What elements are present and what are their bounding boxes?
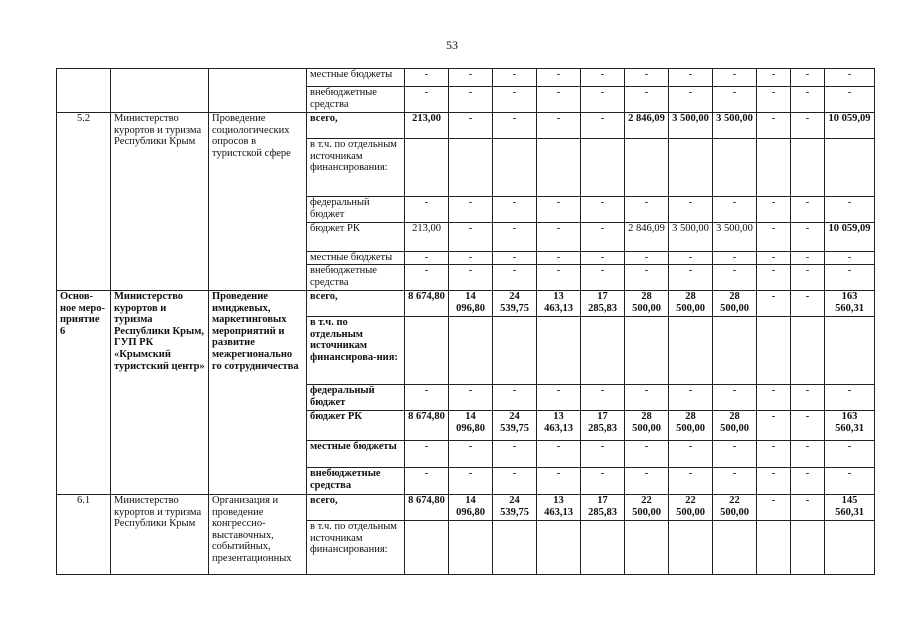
table-row <box>57 113 875 139</box>
value-cell: - <box>493 223 537 252</box>
value-cell <box>537 317 581 385</box>
value-cell: 14 096,80 <box>449 411 493 441</box>
value-cell <box>449 317 493 385</box>
activity-cell: Проведение социологических опросов в туристской сфере <box>209 113 307 291</box>
total-cell: - <box>825 468 875 495</box>
source-label: местные бюджеты <box>307 441 405 468</box>
value-cell: - <box>757 69 791 87</box>
value-cell: 3 500,00 <box>713 223 757 252</box>
value-cell: - <box>757 252 791 265</box>
value-cell: - <box>493 441 537 468</box>
source-label: всего, <box>307 113 405 139</box>
value-cell: 28 500,00 <box>713 291 757 317</box>
total-cell: - <box>825 441 875 468</box>
value-cell: - <box>713 69 757 87</box>
value-cell: - <box>537 223 581 252</box>
value-cell: - <box>791 197 825 223</box>
value-cell: - <box>405 441 449 468</box>
value-cell <box>625 521 669 575</box>
executor-cell: Министерство курортов и туризма Республики Крым, ГУП РК «Крымский туристский центр» <box>111 291 209 495</box>
value-cell: 24 539,75 <box>493 291 537 317</box>
value-cell: 8 674,80 <box>405 291 449 317</box>
value-cell: 8 674,80 <box>405 495 449 521</box>
value-cell: 2 846,09 <box>625 113 669 139</box>
value-cell: - <box>449 223 493 252</box>
source-label: местные бюджеты <box>307 252 405 265</box>
value-cell: - <box>537 265 581 291</box>
value-cell: - <box>625 69 669 87</box>
source-label: внебюджетные средства <box>307 87 405 113</box>
value-cell: - <box>405 87 449 113</box>
value-cell <box>791 317 825 385</box>
row-number-cell: 6.1 <box>57 495 111 575</box>
table-row <box>57 69 875 87</box>
activity-cell <box>209 69 307 113</box>
value-cell: - <box>669 69 713 87</box>
row-number-cell: 5.2 <box>57 113 111 291</box>
value-cell: 28 500,00 <box>625 291 669 317</box>
value-cell: - <box>581 113 625 139</box>
value-cell: - <box>713 441 757 468</box>
value-cell <box>493 317 537 385</box>
value-cell: - <box>713 197 757 223</box>
value-cell: - <box>493 113 537 139</box>
value-cell: - <box>625 441 669 468</box>
value-cell <box>669 139 713 197</box>
value-cell: - <box>581 197 625 223</box>
value-cell: 28 500,00 <box>625 411 669 441</box>
value-cell: - <box>757 385 791 411</box>
row-number-cell: Основ-ное меро-приятие 6 <box>57 291 111 495</box>
value-cell <box>581 521 625 575</box>
value-cell <box>669 521 713 575</box>
value-cell: - <box>493 69 537 87</box>
total-cell: - <box>825 87 875 113</box>
activity-cell: Организация и проведение конгрессно-выставочных, событийных, презентационных <box>209 495 307 575</box>
value-cell: - <box>757 441 791 468</box>
value-cell: - <box>537 252 581 265</box>
value-cell <box>713 521 757 575</box>
value-cell: - <box>791 291 825 317</box>
value-cell: - <box>669 265 713 291</box>
value-cell: - <box>757 87 791 113</box>
table-row <box>57 291 875 317</box>
value-cell: - <box>449 441 493 468</box>
value-cell: - <box>757 291 791 317</box>
value-cell: - <box>791 411 825 441</box>
value-cell: - <box>625 385 669 411</box>
value-cell: - <box>449 468 493 495</box>
value-cell <box>757 521 791 575</box>
value-cell: - <box>669 441 713 468</box>
table-row <box>57 495 875 521</box>
value-cell: - <box>405 69 449 87</box>
value-cell: - <box>581 441 625 468</box>
value-cell: - <box>791 468 825 495</box>
value-cell: - <box>791 495 825 521</box>
value-cell: - <box>581 223 625 252</box>
value-cell: - <box>791 223 825 252</box>
value-cell: 8 674,80 <box>405 411 449 441</box>
value-cell: - <box>537 87 581 113</box>
value-cell: - <box>713 87 757 113</box>
source-label: внебюджетные средства <box>307 468 405 495</box>
value-cell <box>669 317 713 385</box>
value-cell <box>449 521 493 575</box>
value-cell: - <box>449 113 493 139</box>
value-cell: 13 463,13 <box>537 291 581 317</box>
source-label: в т.ч. по отдельным источникам финансирования: <box>307 521 405 575</box>
value-cell: - <box>625 265 669 291</box>
value-cell: - <box>493 252 537 265</box>
value-cell: 22 500,00 <box>625 495 669 521</box>
value-cell: - <box>757 468 791 495</box>
source-label: всего, <box>307 291 405 317</box>
executor-cell <box>111 69 209 113</box>
value-cell: - <box>713 265 757 291</box>
value-cell: - <box>757 411 791 441</box>
value-cell: - <box>791 87 825 113</box>
value-cell: - <box>791 265 825 291</box>
value-cell: 28 500,00 <box>713 411 757 441</box>
value-cell: 14 096,80 <box>449 495 493 521</box>
value-cell <box>757 317 791 385</box>
budget-table <box>56 68 875 575</box>
total-cell <box>825 139 875 197</box>
value-cell <box>581 139 625 197</box>
value-cell: 22 500,00 <box>669 495 713 521</box>
source-label: в т.ч. по отдельным источникам финансирова-ния: <box>307 317 405 385</box>
value-cell: - <box>757 265 791 291</box>
value-cell: - <box>713 468 757 495</box>
total-cell: - <box>825 252 875 265</box>
value-cell <box>757 139 791 197</box>
value-cell: - <box>449 197 493 223</box>
value-cell <box>405 317 449 385</box>
source-label: местные бюджеты <box>307 69 405 87</box>
value-cell <box>791 139 825 197</box>
source-label: в т.ч. по отдельным источникам финансирования: <box>307 139 405 197</box>
executor-cell: Министерство курортов и туризма Республики Крым <box>111 495 209 575</box>
value-cell: 28 500,00 <box>669 411 713 441</box>
value-cell <box>493 139 537 197</box>
value-cell <box>537 521 581 575</box>
source-label: всего, <box>307 495 405 521</box>
value-cell: 3 500,00 <box>713 113 757 139</box>
value-cell: - <box>669 385 713 411</box>
value-cell: - <box>669 468 713 495</box>
value-cell: - <box>625 252 669 265</box>
value-cell: 213,00 <box>405 223 449 252</box>
value-cell: - <box>537 69 581 87</box>
activity-cell: Проведение имиджевых, маркетинговых мероприятий и развитие межрегионально го сотрудничества <box>209 291 307 495</box>
total-cell: - <box>825 69 875 87</box>
value-cell: - <box>791 385 825 411</box>
value-cell: - <box>669 87 713 113</box>
value-cell: 13 463,13 <box>537 411 581 441</box>
source-label: бюджет РК <box>307 223 405 252</box>
value-cell: 3 500,00 <box>669 113 713 139</box>
value-cell: 24 539,75 <box>493 495 537 521</box>
value-cell <box>625 139 669 197</box>
value-cell: - <box>669 252 713 265</box>
value-cell: - <box>757 113 791 139</box>
value-cell: 17 285,83 <box>581 291 625 317</box>
value-cell: 22 500,00 <box>713 495 757 521</box>
source-label: бюджет РК <box>307 411 405 441</box>
total-cell: - <box>825 197 875 223</box>
source-label: внебюджетные средства <box>307 265 405 291</box>
value-cell: 28 500,00 <box>669 291 713 317</box>
value-cell <box>405 139 449 197</box>
value-cell: - <box>581 468 625 495</box>
value-cell: 17 285,83 <box>581 495 625 521</box>
value-cell <box>449 139 493 197</box>
value-cell: - <box>405 385 449 411</box>
value-cell <box>713 317 757 385</box>
source-label: федеральный бюджет <box>307 197 405 223</box>
value-cell <box>581 317 625 385</box>
value-cell: 24 539,75 <box>493 411 537 441</box>
value-cell: - <box>493 197 537 223</box>
value-cell: - <box>757 197 791 223</box>
value-cell: 17 285,83 <box>581 411 625 441</box>
source-label: федеральный бюджет <box>307 385 405 411</box>
row-number-cell <box>57 69 111 113</box>
value-cell: - <box>625 197 669 223</box>
value-cell: - <box>713 385 757 411</box>
executor-cell: Министерство курортов и туризма Республики Крым <box>111 113 209 291</box>
value-cell: - <box>449 265 493 291</box>
value-cell <box>493 521 537 575</box>
value-cell: - <box>581 265 625 291</box>
value-cell: 14 096,80 <box>449 291 493 317</box>
value-cell: - <box>405 197 449 223</box>
value-cell: - <box>405 252 449 265</box>
total-cell <box>825 317 875 385</box>
total-cell: 10 059,09 <box>825 223 875 252</box>
value-cell: - <box>449 87 493 113</box>
total-cell: - <box>825 265 875 291</box>
value-cell: - <box>581 252 625 265</box>
value-cell: - <box>449 252 493 265</box>
value-cell: - <box>449 385 493 411</box>
value-cell: - <box>669 197 713 223</box>
value-cell: - <box>493 468 537 495</box>
value-cell: - <box>581 69 625 87</box>
total-cell <box>825 521 875 575</box>
total-cell: 10 059,09 <box>825 113 875 139</box>
value-cell: - <box>405 468 449 495</box>
value-cell: 2 846,09 <box>625 223 669 252</box>
value-cell <box>791 521 825 575</box>
value-cell: 3 500,00 <box>669 223 713 252</box>
total-cell: 145 560,31 <box>825 495 875 521</box>
total-cell: 163 560,31 <box>825 291 875 317</box>
value-cell: 13 463,13 <box>537 495 581 521</box>
value-cell: - <box>493 265 537 291</box>
value-cell <box>405 521 449 575</box>
value-cell: - <box>537 113 581 139</box>
value-cell: - <box>791 69 825 87</box>
value-cell: - <box>537 441 581 468</box>
value-cell: - <box>757 223 791 252</box>
value-cell: - <box>537 197 581 223</box>
value-cell: - <box>625 87 669 113</box>
value-cell: - <box>581 385 625 411</box>
value-cell: - <box>537 468 581 495</box>
value-cell: - <box>537 385 581 411</box>
value-cell: - <box>713 252 757 265</box>
value-cell: - <box>493 385 537 411</box>
value-cell <box>713 139 757 197</box>
value-cell <box>625 317 669 385</box>
value-cell: - <box>405 265 449 291</box>
value-cell: 213,00 <box>405 113 449 139</box>
value-cell: - <box>791 252 825 265</box>
value-cell: - <box>449 69 493 87</box>
value-cell: - <box>493 87 537 113</box>
total-cell: - <box>825 385 875 411</box>
value-cell: - <box>791 113 825 139</box>
value-cell: - <box>581 87 625 113</box>
value-cell: - <box>625 468 669 495</box>
value-cell: - <box>757 495 791 521</box>
value-cell: - <box>791 441 825 468</box>
total-cell: 163 560,31 <box>825 411 875 441</box>
value-cell <box>537 139 581 197</box>
page-number: 53 <box>446 38 458 52</box>
